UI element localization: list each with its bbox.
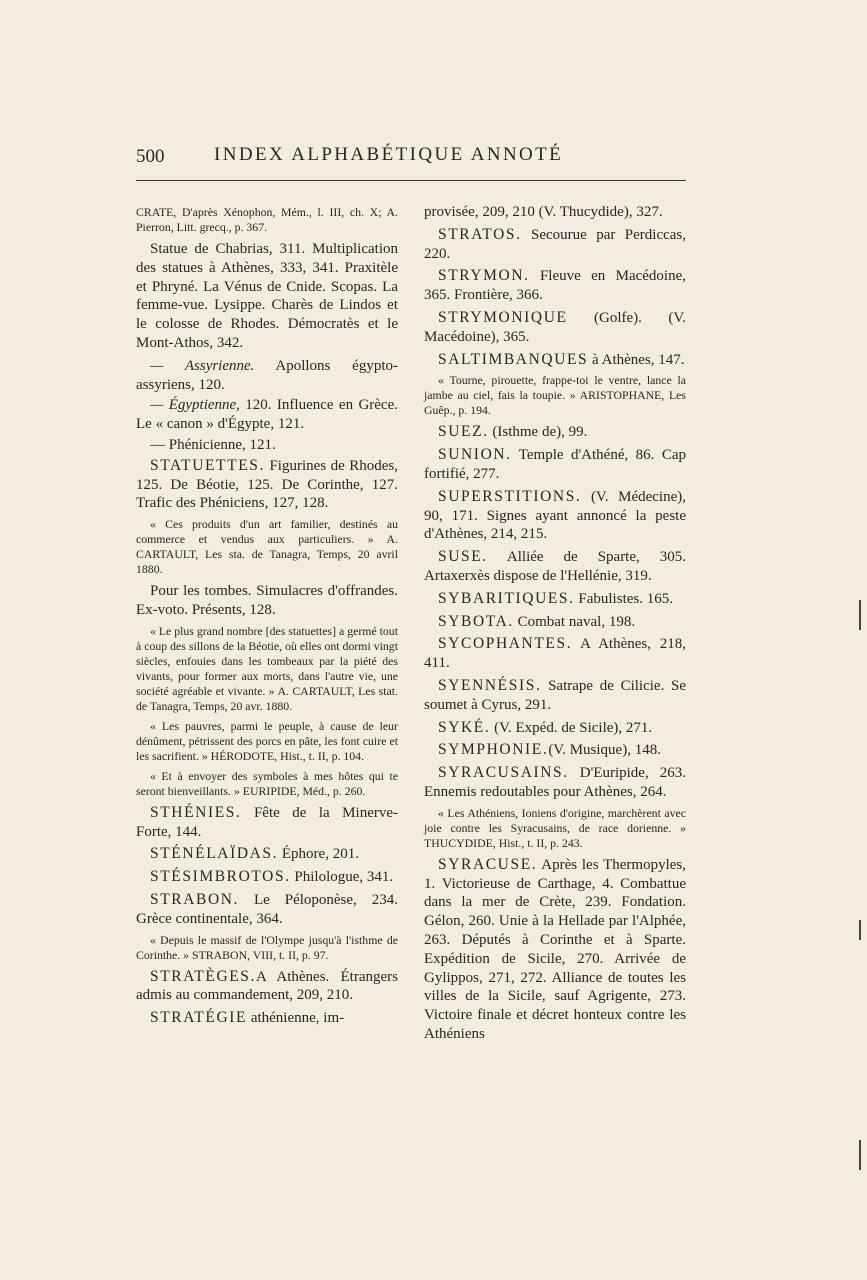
- index-subentry-phenicienne: — Phénicienne, 121.: [150, 436, 276, 453]
- quotation: « Les Athéniens, Ioniens d'origine, marchèrent avec joie contre les Syracusains, de race dorienne. » THUCYDIDE, Hist., t. II, p. 243.: [424, 805, 686, 850]
- index-entry-stenelaidas: [136, 845, 398, 864]
- index-entry-symphonie: [424, 741, 686, 760]
- entry-term: SYBARITIQUES.: [438, 589, 575, 607]
- entry-text: à Athènes, 147.: [588, 351, 685, 368]
- index-entry-syennesis: [424, 677, 686, 715]
- subentry-text: Apollons égypto-assyriens, 120.: [136, 357, 398, 393]
- entry-text: (Isthme de), 99.: [488, 424, 588, 441]
- entry-term: SYCOPHANTES.: [438, 635, 573, 653]
- index-entry-sthenies: [136, 804, 398, 842]
- entry-term: STRABON.: [150, 890, 240, 908]
- entry-term: STRATÉGIE: [150, 1009, 248, 1027]
- entry-text: Temple d'Athéné, 86. Cap fortifié, 277.: [424, 447, 686, 482]
- index-entry-superstitions: [424, 488, 686, 544]
- index-entry-strateges: [136, 968, 398, 1006]
- entry-text: (V. Médecine), 90, 171. Signes ayant annoncé la peste d'Athènes, 214, 215.: [424, 488, 686, 543]
- subentry-label: — Égyptienne,: [150, 397, 240, 414]
- entry-term: SYRACUSAINS.: [438, 764, 569, 782]
- page-number: 500: [136, 146, 165, 167]
- entry-text: (V. Musique), 148.: [548, 742, 661, 759]
- quotation: « Le plus grand nombre [des statuettes] a germé tout à coup des sillons de la Béotie, où elles ont dormi vingt siècles, enfouies dans les tombeaux par la piété des vivants, pour former aux morts, dans l'autre vie, une société agréable et vivante. » A. CARTAULT, Les stat. de Tanagra, Temps, 20 avr. 1880.: [136, 623, 398, 713]
- margin-mark: [859, 600, 861, 630]
- entry-text: Fête de la Minerve-Forte, 144.: [136, 804, 398, 840]
- index-entry-suse: [424, 548, 686, 586]
- entry-term: SUEZ.: [438, 423, 489, 441]
- index-entry-stratos: [424, 226, 686, 264]
- quotation: « Les pauvres, parmi le peuple, à cause de leur dénûment, pétrissent des porcs en pâte, les font cuire et les sacrifient. » HÉRODOTE, Hist., t. II, p. 104.: [136, 718, 398, 763]
- entry-term: STHÉNIES.: [150, 803, 242, 821]
- entry-text: Satrape de Cilicie. Se soumet à Cyrus, 291.: [424, 677, 686, 713]
- entry-text: A Athènes, 218, 411.: [424, 636, 686, 672]
- index-entry-sycophantes: [424, 635, 686, 673]
- entry-term: STRYMON.: [438, 267, 530, 285]
- margin-mark: [859, 920, 861, 940]
- index-subentry-egyptienne: [136, 396, 398, 434]
- entry-text: Secourue par Perdiccas, 220.: [424, 226, 686, 262]
- entry-text: (Golfe). (V. Macédoine), 365.: [424, 309, 686, 345]
- right-column: [424, 203, 686, 1048]
- entry-text: Combat naval, 198.: [513, 613, 636, 630]
- index-entry-stesimbrotos: [136, 868, 398, 887]
- entry-text: Après les Thermopyles, 1. Victorieuse de Carthage, 4. Combattue dans la mer de Crète, 239. Fondation. Gélon, 260. Unie à la Hellade par l'Alphée, 263. Députés à Corinthe et à Sparte. Expédition de Sicile, 270. Arrivée de Gylippos, 271, 272. Alliance de toutes les villes de la Sicile, sauf Agrigente, 273. Victoire finale et décret honteux contre les Athéniens: [424, 856, 686, 1042]
- entry-term: SYKÉ.: [438, 718, 491, 736]
- entry-term: STÉNÉLAÏDAS.: [150, 845, 279, 863]
- index-entry-statuettes: [136, 457, 398, 513]
- entry-term: SUSE.: [438, 548, 488, 566]
- entry-term: STRATOS.: [438, 225, 522, 243]
- page-header: [136, 144, 686, 174]
- index-entry-text: Pour les tombes. Simulacres d'offrandes. Ex-voto. Présents, 128.: [136, 583, 398, 618]
- entry-term: STATUETTES.: [150, 456, 265, 474]
- index-subentry-assyrienne: [136, 357, 398, 395]
- entry-term: SYMPHONIE.: [438, 741, 549, 759]
- entry-term: STRYMONIQUE: [438, 308, 568, 326]
- index-entry-strategie: [136, 1009, 398, 1028]
- index-entry-syracuse: [424, 856, 686, 1044]
- index-entry-strymonique: [424, 309, 686, 347]
- quotation: « Tourne, pirouette, frappe-toi le ventre, lance la jambe au ciel, fais la toupie. » ARISTOPHANE, Les Guêp., p. 194.: [424, 373, 686, 418]
- entry-term: SALTIMBANQUES: [438, 350, 589, 368]
- running-title: INDEX ALPHABÉTIQUE ANNOTÉ: [214, 144, 564, 165]
- index-entry-saltimbanques: [424, 351, 686, 370]
- index-entry-continuation: provisée, 209, 210 (V. Thucydide), 327.: [424, 204, 663, 220]
- entry-text: Éphore, 201.: [278, 846, 359, 863]
- entry-term: SYRACUSE.: [438, 855, 538, 873]
- entry-text: Philologue, 341.: [290, 869, 394, 886]
- entry-text: Fleuve en Macédoine, 365. Frontière, 366.: [424, 268, 686, 304]
- quotation: « Ces produits d'un art familier, destinés au commerce et vendus aux particuliers. » A. CARTAULT, Les sta. de Tanagra, Temps, 20 avril 1880.: [136, 517, 398, 577]
- entry-term: STRATÈGES.: [150, 967, 256, 985]
- entry-text: Le Péloponèse, 234. Grèce continentale, 364.: [136, 891, 398, 927]
- entry-term: SUPERSTITIONS.: [438, 487, 582, 505]
- index-entry-sybaritiques: [424, 590, 686, 609]
- index-entry-sybota: [424, 613, 686, 632]
- quotation: « Et à envoyer des symboles à mes hôtes qui te seront bienveillants. » EURIPIDE, Méd., p. 260.: [136, 768, 398, 798]
- citation-continuation: CRATE, D'après Xénophon, Mém., l. III, ch. X; A. Pierron, Litt. grecq., p. 367.: [136, 205, 398, 234]
- index-entry-strabon: [136, 891, 398, 929]
- entry-text: athénienne, im-: [247, 1010, 345, 1027]
- quotation: « Depuis le massif de l'Olympe jusqu'à l'isthme de Corinthe. » STRABON, VIII, t. II, p. 97.: [136, 932, 398, 962]
- entry-term: STÉSIMBROTOS.: [150, 868, 291, 886]
- entry-text: A Athènes. Étrangers admis au commandement, 209, 210.: [136, 968, 398, 1004]
- entry-text: Alliée de Sparte, 305. Artaxerxès dispose de l'Hellénie, 319.: [424, 549, 686, 584]
- index-entry-statue: Statue de Chabrias, 311. Multiplication des statues à Athènes, 333, 341. Praxitèle et Phryné. La Vénus de Cnide. Scopas. La femme-vue. Lysippe. Charès de Lindos et le colosse de Rhodes. Démocratès et le Mont-Athos, 342.: [136, 241, 398, 351]
- entry-term: SYENNÉSIS.: [438, 676, 542, 694]
- entry-text: Fabulistes. 165.: [574, 590, 673, 607]
- entry-term: SUNION.: [438, 446, 512, 464]
- index-entry-sunion: [424, 446, 686, 484]
- header-rule: [136, 180, 686, 181]
- entry-term: SYBOTA.: [438, 612, 514, 630]
- index-entry-suez: [424, 423, 686, 442]
- entry-text: (V. Expéd. de Sicile), 271.: [490, 719, 653, 736]
- entry-text: D'Euripide, 263. Ennemis redoutables pour Athènes, 264.: [424, 765, 686, 800]
- subentry-label: — Assyrienne.: [150, 357, 255, 374]
- margin-mark: [859, 1140, 861, 1170]
- entry-text: Figurines de Rhodes, 125. De Béotie, 125. De Corinthe, 127. Trafic des Phéniciens, 127, 128.: [136, 457, 398, 512]
- left-column: [136, 203, 398, 1032]
- index-entry-strymon: [424, 267, 686, 305]
- subentry-text: 120. Influence en Grèce. Le « canon » d'Égypte, 121.: [136, 397, 399, 433]
- index-entry-syke: [424, 719, 686, 738]
- index-entry-syracusains: [424, 764, 686, 802]
